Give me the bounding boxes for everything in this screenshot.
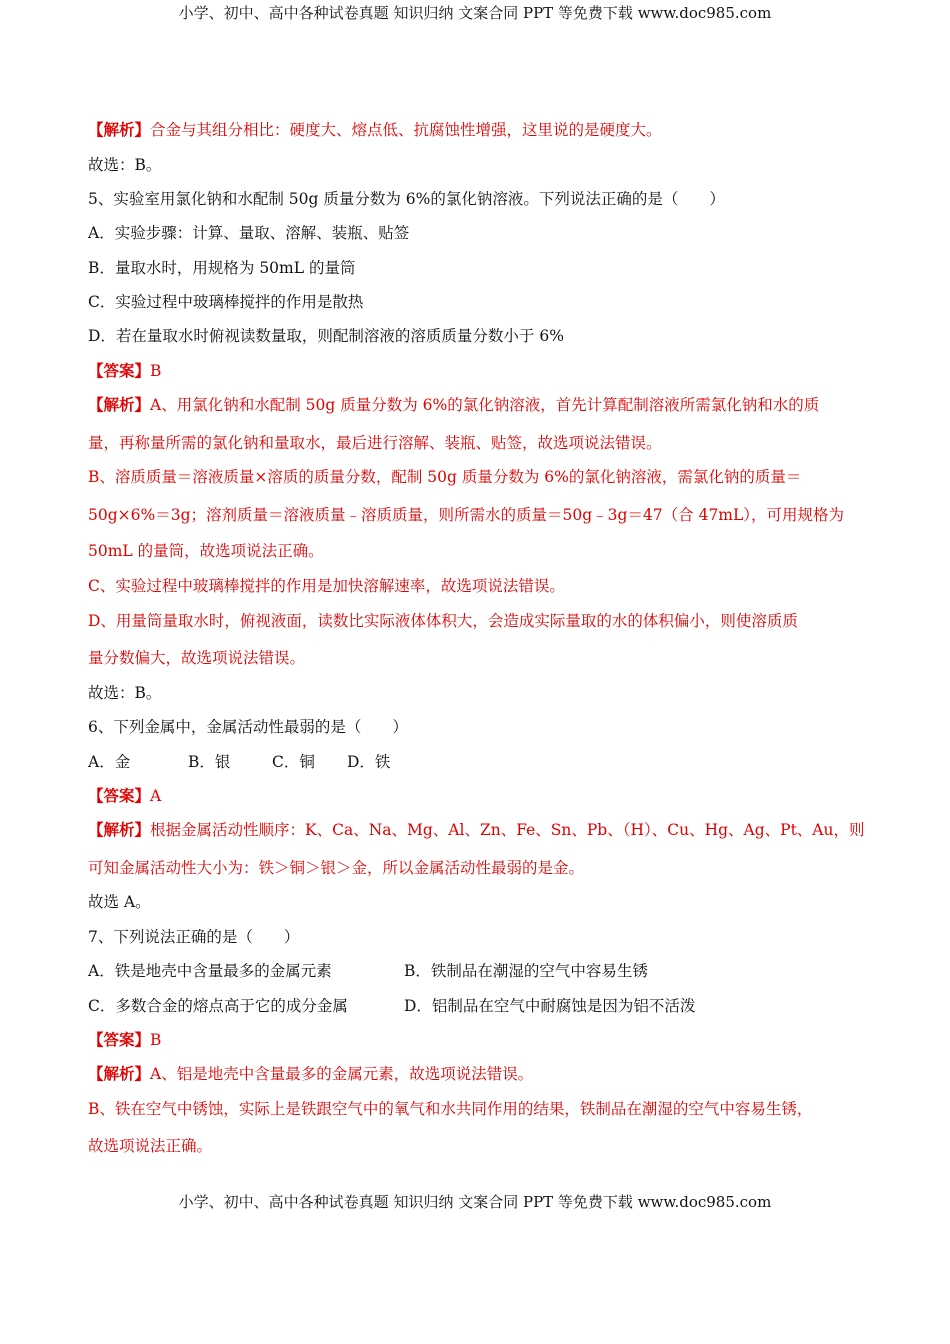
q5-option-b: B．量取水时，用规格为 50mL 的量筒 [88, 259, 356, 277]
q5-analysis-d2: 量分数偏大，故选项说法错误。 [88, 649, 306, 667]
q7-question: 7、下列说法正确的是（ ） [88, 928, 300, 946]
q5-option-a: A．实验步骤：计算、量取、溶解、装瓶、贴签 [88, 224, 410, 242]
q7-analysis-b1: B、铁在空气中锈蚀，实际上是铁跟空气中的氧气和水共同作用的结果，铁制品在潮湿的空气中容易生锈， [88, 1100, 813, 1118]
page-header: 小学、初中、高中各种试卷真题 知识归纳 文案合同 PPT 等免费下载 www.doc985.com [178, 4, 772, 22]
q5-analysis-b1: B、溶质质量＝溶液质量×溶质的质量分数，配制 50g 质量分数为 6%的氯化钠溶液，需氯化钠的质量＝ [88, 468, 802, 486]
q6-option-c: C．铜 [272, 753, 315, 771]
q7-answer [88, 1030, 161, 1050]
q5-answer [88, 361, 161, 381]
q4-analysis [88, 120, 662, 140]
analysis-tag: 【解析】 [88, 820, 151, 839]
analysis-tag: 【解析】 [88, 1064, 151, 1083]
q6-option-a: A．金 [88, 753, 131, 771]
analysis-text: 合金与其组分相比：硬度大、熔点低、抗腐蚀性增强，这里说的是硬度大。 [150, 121, 662, 139]
analysis-tag: 【解析】 [88, 395, 151, 414]
answer-tag: 【答案】 [88, 361, 151, 380]
page-footer: 小学、初中、高中各种试卷真题 知识归纳 文案合同 PPT 等免费下载 www.doc985.com [178, 1193, 772, 1211]
analysis-text: A、用氯化钠和水配制 50g 质量分数为 6%的氯化钠溶液，首先计算配制溶液所需氯化钠和水的质 [150, 396, 820, 414]
analysis-text: A、铝是地壳中含量最多的金属元素，故选项说法错误。 [150, 1065, 534, 1083]
q7-options-row2 [88, 996, 695, 1016]
q6-analysis-1 [88, 820, 864, 840]
answer-value: A [150, 787, 162, 805]
q5-analysis-a2: 量，再称量所需的氯化钠和量取水，最后进行溶解、装瓶、贴签，故选项说法错误。 [88, 434, 662, 452]
q7-option-b: B．铁制品在潮湿的空气中容易生锈 [404, 962, 648, 980]
q5-conclusion: 故选：B。 [88, 684, 162, 702]
answer-value: B [150, 362, 162, 380]
q5-question: 5、实验室用氯化钠和水配制 50g 质量分数为 6%的氯化钠溶液。下列说法正确的是（ ） [88, 190, 725, 208]
q5-analysis-b2: 50g×6%＝3g；溶剂质量＝溶液质量﹣溶质质量，则所需水的质量＝50g﹣3g＝47（合 47mL），可用规格为 [88, 506, 845, 524]
q7-analysis-a1 [88, 1064, 533, 1084]
q7-option-d: D．铝制品在空气中耐腐蚀是因为铝不活泼 [404, 997, 696, 1015]
analysis-tag: 【解析】 [88, 120, 151, 139]
q6-options [88, 752, 390, 772]
answer-tag: 【答案】 [88, 786, 151, 805]
q7-analysis-b2: 故选项说法正确。 [88, 1137, 213, 1155]
q6-question: 6、下列金属中，金属活动性最弱的是（ ） [88, 718, 408, 736]
answer-tag: 【答案】 [88, 1030, 151, 1049]
q5-analysis-c1: C、实验过程中玻璃棒搅拌的作用是加快溶解速率，故选项说法错误。 [88, 577, 565, 595]
q5-analysis-d1: D、用量筒量取水时，俯视液面，读数比实际液体体积大，会造成实际量取的水的体积偏小，则使溶质质 [88, 612, 798, 630]
q5-option-d: D．若在量取水时俯视读数量取，则配制溶液的溶质质量分数小于 6% [88, 327, 564, 345]
analysis-text: 根据金属活动性顺序：K、Ca、Na、Mg、Al、Zn、Fe、Sn、Pb、（H）、Cu、Hg、Ag、Pt、Au，则 [150, 821, 865, 839]
q5-analysis-b3: 50mL 的量筒，故选项说法正确。 [88, 542, 324, 560]
q6-option-d: D．铁 [347, 753, 391, 771]
q7-option-a: A．铁是地壳中含量最多的金属元素 [88, 962, 332, 980]
q7-options-row1 [88, 961, 648, 981]
q4-conclusion: 故选：B。 [88, 156, 162, 174]
q6-analysis-2: 可知金属活动性大小为：铁＞铜＞银＞金，所以金属活动性最弱的是金。 [88, 859, 585, 877]
q5-option-c: C．实验过程中玻璃棒搅拌的作用是散热 [88, 293, 364, 311]
q5-analysis-a1 [88, 395, 819, 415]
q6-answer [88, 786, 161, 806]
q6-conclusion: 故选 A。 [88, 893, 151, 911]
q7-option-c: C．多数合金的熔点高于它的成分金属 [88, 997, 348, 1015]
answer-value: B [150, 1031, 162, 1049]
q6-option-b: B．银 [188, 753, 231, 771]
